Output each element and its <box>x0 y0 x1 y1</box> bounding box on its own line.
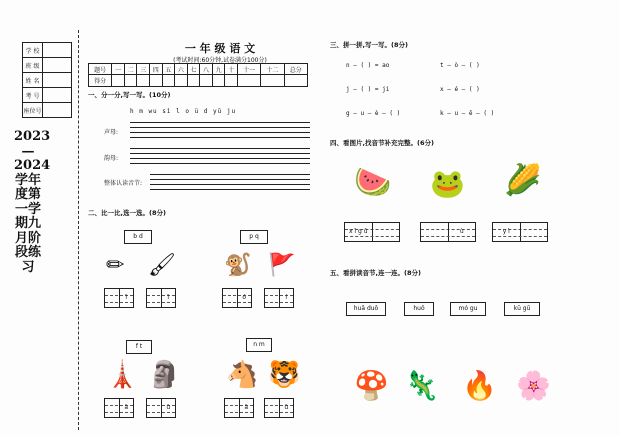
q4-syllable-1: x ī g ū <box>348 228 368 235</box>
watermelon-icon: 🍉 <box>354 165 392 200</box>
score-cell-2[interactable] <box>124 75 137 87</box>
q1-letters: h m wu sì l o ü d yū ju <box>130 108 237 115</box>
info-school-label: 学 校 <box>23 43 43 58</box>
horse-icon: 🐴 <box>226 360 259 390</box>
info-name-label: 姓 名 <box>23 73 43 88</box>
page-subtitle: (考试时间:60分钟,试卷满分100分) <box>173 57 267 64</box>
info-id-field[interactable] <box>43 88 72 103</box>
tiger-icon: 🐯 <box>268 360 301 390</box>
score-header-1: 一 <box>112 64 125 75</box>
score-cell-1[interactable] <box>112 75 125 87</box>
q5-syllable-3[interactable]: mó gu <box>450 302 486 316</box>
student-info-table <box>22 42 72 118</box>
score-cell-6[interactable] <box>175 75 188 87</box>
score-header-12: 十二 <box>261 64 284 75</box>
q2-title: 二、比一比,选一选。(8分) <box>88 209 166 217</box>
score-cell-7[interactable] <box>187 75 200 87</box>
mushroom-icon[interactable]: 🍄 <box>354 369 389 402</box>
score-header-11: 十一 <box>237 64 260 75</box>
monkey-icon: 🐒 <box>224 253 252 278</box>
q1-row-label-initials: 声母: <box>104 129 119 136</box>
q2-answer-1b[interactable]: ǐ <box>146 288 176 308</box>
info-school-field[interactable] <box>43 43 72 58</box>
score-header-13: 总分 <box>284 64 307 75</box>
score-header-2: 二 <box>124 64 137 75</box>
q2-pair-label-2: p q <box>240 230 268 244</box>
info-class-label: 班 级 <box>23 58 43 73</box>
score-header-5: 五 <box>162 64 175 75</box>
flag-icon: 🚩 <box>268 253 296 278</box>
q3-item-4[interactable]: x — é — ( ) <box>440 86 480 93</box>
score-cell-11[interactable] <box>237 75 260 87</box>
q1-row-label-whole: 整体认读音节: <box>104 180 143 187</box>
q1-row-label-finals: 韵母: <box>104 155 119 162</box>
q2-pair-label-3: f t <box>126 340 152 354</box>
info-seat-field[interactable] <box>43 103 72 118</box>
q4-title: 四、看图片,找音节补充完整。(6分) <box>330 139 434 147</box>
score-row-label: 得分 <box>89 75 112 87</box>
q3-title: 三、拼一拼,写一写。(8分) <box>330 41 408 49</box>
lizard-icon[interactable]: 🦎 <box>404 369 439 402</box>
score-header-4: 四 <box>150 64 163 75</box>
score-cell-12[interactable] <box>261 75 284 87</box>
score-header-0: 题号 <box>89 64 112 75</box>
score-cell-4[interactable] <box>150 75 163 87</box>
q5-syllable-4[interactable]: kū gū <box>504 302 540 316</box>
q3-item-1[interactable]: n — ( ) = ao <box>346 62 390 69</box>
score-cell-9[interactable] <box>212 75 225 87</box>
q5-syllable-1[interactable]: huā duǒ <box>346 302 386 316</box>
score-header-9: 九 <box>212 64 225 75</box>
score-cell-5[interactable] <box>162 75 175 87</box>
q4-syllable-2: ù <box>448 223 476 241</box>
score-header-3: 三 <box>137 64 150 75</box>
info-id-label: 考 号 <box>23 88 43 103</box>
page-title: 一 年 级 语 文 <box>184 42 256 55</box>
q4-answer-1[interactable] <box>344 222 400 242</box>
pagoda-icon: 🗼 <box>106 360 139 390</box>
score-cell-13[interactable] <box>284 75 307 87</box>
info-name-field[interactable] <box>43 73 72 88</box>
q2-answer-2b[interactable]: í <box>264 288 294 308</box>
q3-item-5[interactable]: g — u — è — ( ) <box>346 110 401 117</box>
q4-syllable-3: y ì <box>502 228 510 235</box>
q5-title: 五、看拼读音节,连一连。(8分) <box>330 269 421 277</box>
info-class-field[interactable] <box>43 58 72 73</box>
q2-pair-label-1: b d <box>124 230 152 244</box>
brush-icon: 🖌 <box>148 253 176 278</box>
q3-item-6[interactable]: k — u — ē — ( ) <box>440 110 495 117</box>
q1-writing-lines-2[interactable] <box>130 148 310 170</box>
statue-icon: 🗿 <box>148 360 181 390</box>
q3-item-2[interactable]: t — ò — ( ) <box>440 62 480 69</box>
score-header-7: 七 <box>187 64 200 75</box>
q2-answer-1a[interactable]: ǐ <box>104 288 134 308</box>
q1-writing-lines-3[interactable] <box>150 174 310 196</box>
score-header-8: 八 <box>200 64 213 75</box>
q2-pair-label-4: n m <box>246 338 272 352</box>
pencil-icon: ✏ <box>106 253 125 278</box>
q2-answer-2a[interactable]: ó <box>222 288 252 308</box>
q2-answer-3a[interactable]: ǎ <box>104 398 134 418</box>
fire-icon[interactable]: 🔥 <box>462 369 497 402</box>
q2-answer-4a[interactable]: ǎ <box>224 398 254 418</box>
score-cell-3[interactable] <box>137 75 150 87</box>
q2-answer-4b[interactable]: ǔ <box>264 398 294 418</box>
frog-icon: 🐸 <box>430 167 465 200</box>
corn-icon: 🌽 <box>504 163 542 198</box>
q4-answer-3[interactable] <box>492 222 548 242</box>
q2-answer-3b[interactable]: ǔ <box>146 398 176 418</box>
cut-line <box>78 30 79 430</box>
score-cell-10[interactable] <box>225 75 238 87</box>
info-seat-label: 座位号 <box>23 103 43 118</box>
flower-icon[interactable]: 🌸 <box>516 369 551 402</box>
score-header-6: 六 <box>175 64 188 75</box>
q1-title: 一、分一分,写一写。(10分) <box>88 91 171 99</box>
score-header-10: 十 <box>225 64 238 75</box>
q4-answer-2[interactable] <box>420 222 476 242</box>
q5-syllable-2[interactable]: huǒ <box>404 302 434 316</box>
score-cell-8[interactable] <box>200 75 213 87</box>
q3-item-3[interactable]: j — ( ) = ji <box>346 86 390 93</box>
vertical-exam-title: 2023—2024学年度第一学期九月阶段练习 <box>14 129 51 275</box>
q1-writing-lines-1[interactable] <box>130 122 310 144</box>
score-table <box>88 63 308 87</box>
